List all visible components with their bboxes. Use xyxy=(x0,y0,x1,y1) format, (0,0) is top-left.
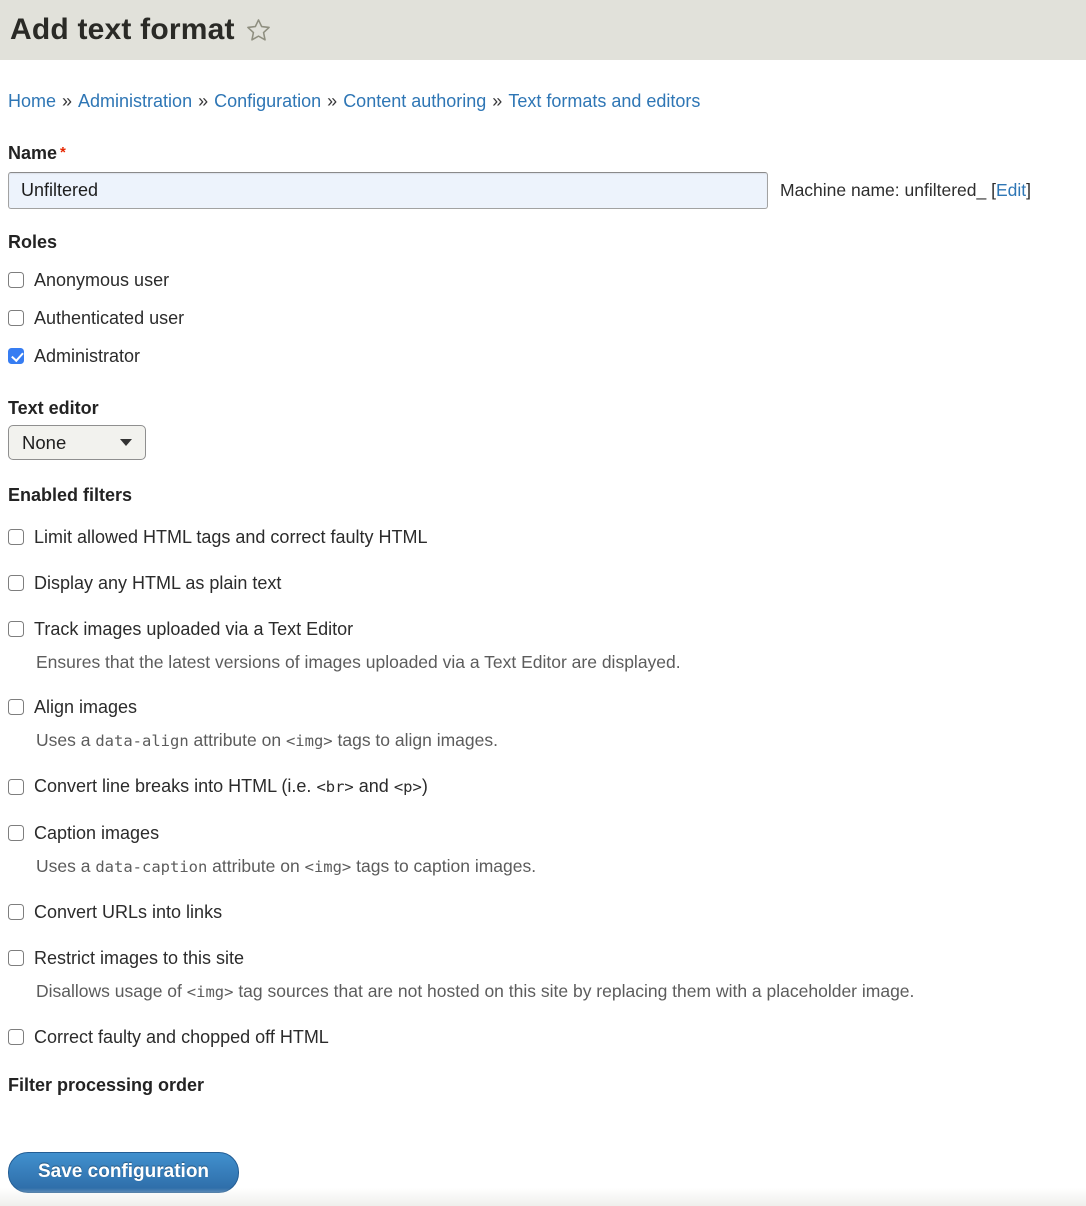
filter-checkbox[interactable] xyxy=(8,779,24,795)
name-input[interactable] xyxy=(8,172,768,209)
label-text: tags to align images. xyxy=(332,730,498,750)
breadcrumb-separator: » xyxy=(327,91,338,111)
filters-list xyxy=(8,526,1076,1048)
machine-name-text xyxy=(780,180,1031,201)
machine-name-suffix: ] xyxy=(1026,180,1031,200)
filter-row xyxy=(8,696,1076,718)
name-label xyxy=(8,142,1076,164)
filter-item xyxy=(8,618,1076,672)
filter-checkbox[interactable] xyxy=(8,1029,24,1045)
code-token: <p> xyxy=(393,778,422,796)
chevron-down-icon xyxy=(120,439,132,446)
filter-item xyxy=(8,822,1076,877)
name-label-text: Name xyxy=(8,143,58,163)
roles-heading: Roles xyxy=(8,232,58,252)
filter-checkbox[interactable] xyxy=(8,621,24,637)
filter-item xyxy=(8,526,1076,548)
label-text: Align images xyxy=(34,697,138,717)
label-text: Convert line breaks into HTML (i.e. xyxy=(34,776,317,796)
filter-item xyxy=(8,947,1076,1002)
filter-label[interactable] xyxy=(34,526,427,548)
main-content xyxy=(0,90,1086,1193)
filter-checkbox[interactable] xyxy=(8,825,24,841)
enabled-filters-heading: Enabled filters xyxy=(8,485,133,505)
filter-row xyxy=(8,618,1076,640)
label-text: Caption images xyxy=(34,823,160,843)
text-editor-selected-value: None xyxy=(22,431,67,453)
filter-description xyxy=(36,652,1076,672)
filter-label[interactable] xyxy=(34,572,281,594)
code-token: data-caption xyxy=(95,858,208,876)
text-editor-heading: Text editor xyxy=(8,398,99,418)
filter-row xyxy=(8,572,1076,594)
required-marker: * xyxy=(60,144,66,161)
filter-row xyxy=(8,526,1076,548)
label-text: attribute on xyxy=(188,730,286,750)
save-configuration-button[interactable]: Save configuration xyxy=(8,1152,239,1193)
label-text: Display any HTML as plain text xyxy=(34,573,282,593)
filter-row xyxy=(8,901,1076,923)
filter-row xyxy=(8,822,1076,844)
label-text: attribute on xyxy=(207,856,305,876)
roles-list xyxy=(8,269,1076,367)
filter-item xyxy=(8,901,1076,923)
filter-checkbox[interactable] xyxy=(8,904,24,920)
label-text: Restrict images to this site xyxy=(34,948,245,968)
filter-label[interactable] xyxy=(34,696,137,718)
filter-processing-order-heading: Filter processing order xyxy=(8,1075,205,1095)
breadcrumb-separator: » xyxy=(198,91,209,111)
breadcrumb-separator: » xyxy=(492,91,503,111)
filter-item xyxy=(8,696,1076,751)
machine-name-edit-link[interactable]: Edit xyxy=(995,180,1027,200)
filter-description xyxy=(36,856,1076,877)
breadcrumb xyxy=(8,90,1076,112)
breadcrumb-link[interactable]: Content authoring xyxy=(343,91,487,111)
label-text: Uses a xyxy=(36,856,96,876)
code-token: data-align xyxy=(95,732,189,750)
page-footer-strip xyxy=(0,1188,1086,1206)
filter-label[interactable] xyxy=(34,618,353,640)
page-header xyxy=(0,0,1086,60)
filter-checkbox[interactable] xyxy=(8,699,24,715)
role-checkbox[interactable] xyxy=(8,310,24,326)
filter-checkbox[interactable] xyxy=(8,575,24,591)
filter-label[interactable] xyxy=(34,901,222,923)
label-text: Limit allowed HTML tags and correct faulty HTML xyxy=(34,527,428,547)
label-text: Disallows usage of xyxy=(36,981,187,1001)
filter-checkbox[interactable] xyxy=(8,950,24,966)
label-text: tags to caption images. xyxy=(351,856,537,876)
label-text: tag sources that are not hosted on this site by replacing them with a placeholder image. xyxy=(233,981,915,1001)
code-token: <img> xyxy=(186,983,234,1001)
label-text: Track images uploaded via a Text Editor xyxy=(34,619,354,639)
filter-item xyxy=(8,572,1076,594)
role-label[interactable]: Anonymous user xyxy=(34,270,170,290)
role-row xyxy=(8,269,1076,291)
filter-row xyxy=(8,947,1076,969)
label-text: and xyxy=(353,776,394,796)
code-token: <br> xyxy=(316,778,354,796)
filter-item xyxy=(8,1026,1076,1048)
name-field-row xyxy=(8,172,1076,209)
filter-label[interactable] xyxy=(34,1026,329,1048)
filter-row xyxy=(8,775,1076,798)
filter-checkbox[interactable] xyxy=(8,529,24,545)
code-token: <img> xyxy=(304,858,352,876)
code-token: <img> xyxy=(285,732,333,750)
text-editor-select[interactable] xyxy=(8,425,146,460)
role-checkbox[interactable] xyxy=(8,272,24,288)
favorite-star-icon[interactable] xyxy=(245,17,272,44)
breadcrumb-link[interactable]: Administration xyxy=(78,91,193,111)
breadcrumb-link[interactable]: Home xyxy=(8,91,57,111)
label-text: ) xyxy=(421,776,428,796)
page-title: Add text format xyxy=(10,13,235,46)
role-checkbox[interactable] xyxy=(8,348,24,364)
machine-name-prefix: Machine name: unfiltered_ [ xyxy=(780,180,996,200)
role-row xyxy=(8,307,1076,329)
filter-row xyxy=(8,1026,1076,1048)
label-text: Convert URLs into links xyxy=(34,902,223,922)
role-label[interactable]: Authenticated user xyxy=(34,308,185,328)
label-text: Ensures that the latest versions of images uploaded via a Text Editor are displayed. xyxy=(36,652,681,672)
filter-label[interactable] xyxy=(34,822,159,844)
label-text: Correct faulty and chopped off HTML xyxy=(34,1027,329,1047)
filter-description xyxy=(36,730,1076,751)
filter-item xyxy=(8,775,1076,798)
role-row xyxy=(8,345,1076,367)
breadcrumb-link[interactable]: Configuration xyxy=(214,91,322,111)
role-label[interactable]: Administrator xyxy=(34,346,141,366)
breadcrumb-link[interactable]: Text formats and editors xyxy=(508,91,701,111)
filter-description xyxy=(36,981,1076,1002)
breadcrumb-separator: » xyxy=(62,91,73,111)
label-text: Uses a xyxy=(36,730,96,750)
filter-label[interactable] xyxy=(34,947,244,969)
filter-label[interactable] xyxy=(34,775,428,798)
